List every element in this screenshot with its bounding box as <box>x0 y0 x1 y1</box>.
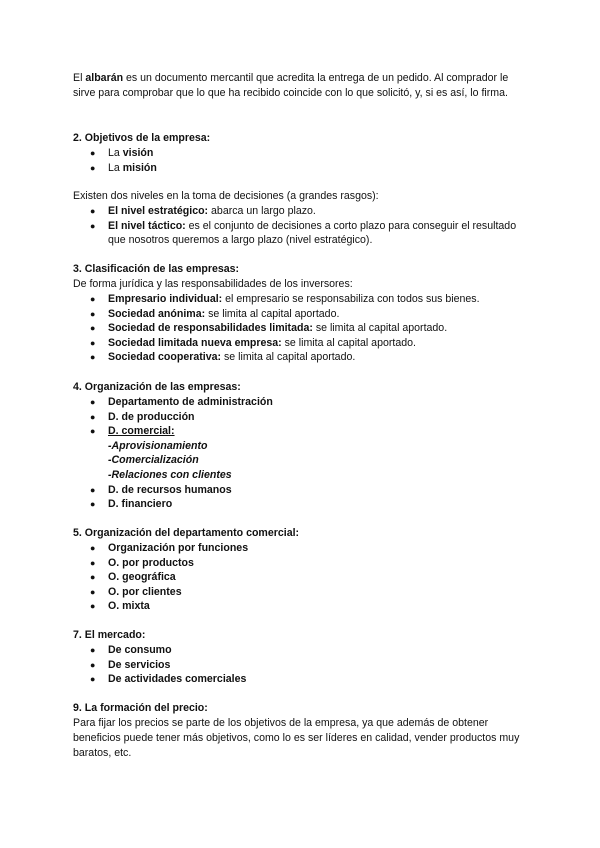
item-bold: Organización por funciones <box>108 542 249 554</box>
list-item <box>73 204 533 219</box>
item-bold: D. de recursos humanos <box>108 483 232 496</box>
section-9-title: 9. La formación del precio: <box>73 702 208 714</box>
item-text: es el conjunto de decisiones a corto plazo para conseguir el resultado que nosotros queremos a largo plazo (nivel estratégico). <box>108 219 517 247</box>
item-bold: Sociedad limitada nueva empresa: <box>108 336 282 349</box>
niveles-block <box>73 189 533 248</box>
intro-pre: El <box>73 72 86 84</box>
intro-text <box>73 71 533 101</box>
item-pre: La <box>108 161 123 174</box>
item-bold: De consumo <box>108 644 172 656</box>
sub-item <box>73 468 533 483</box>
section-7-list <box>73 643 533 687</box>
section-3-list <box>73 292 533 365</box>
item-text: se limita al capital aportado. <box>221 351 356 364</box>
sub-item-text: -Aprovisionamiento <box>108 439 208 452</box>
bullet-icon: ● <box>90 572 96 583</box>
intro-bold: albarán <box>85 72 124 84</box>
list-item <box>73 672 533 687</box>
bullet-icon: ● <box>90 162 96 173</box>
section-2 <box>73 131 533 175</box>
bullet-icon: ● <box>90 499 96 510</box>
bullet-icon: ● <box>90 645 96 655</box>
sub-item-text: -Relaciones con clientes <box>108 468 232 481</box>
bullet-icon: ● <box>90 337 96 348</box>
item-bold: O. geográfica <box>108 571 176 584</box>
list-item <box>73 292 533 307</box>
list-item <box>73 410 533 425</box>
section-2-title: 2. Objetivos de la empresa: <box>73 132 211 144</box>
section-3-title: 3. Clasificación de las empresas: <box>73 263 240 275</box>
bullet-icon: ● <box>90 543 96 553</box>
list-item <box>73 556 533 571</box>
list-item <box>73 219 533 248</box>
item-bold: D. financiero <box>108 498 173 511</box>
item-text: se limita al capital aportado. <box>205 307 340 320</box>
section-3 <box>73 262 533 365</box>
list-item <box>73 483 533 498</box>
intro-post: es un documento mercantil que acredita la entrega de un pedido. Al comprador le sirve para comprobar que lo que ha recibido coincide con lo que solicitó, y, si es así, lo firma. <box>73 72 509 99</box>
item-bold: O. por productos <box>108 556 194 569</box>
item-bold-underlined: D. comercial: <box>108 425 175 438</box>
section-2-list <box>73 146 533 175</box>
niveles-text: Existen dos niveles en la toma de decisiones (a grandes rasgos): <box>73 190 379 202</box>
section-4 <box>73 380 533 512</box>
item-pre: La <box>108 147 123 159</box>
list-item <box>73 497 533 512</box>
bullet-icon: ● <box>90 148 96 158</box>
bullet-icon: ● <box>90 426 96 437</box>
section-7 <box>73 628 533 687</box>
bullet-icon: ● <box>90 411 96 422</box>
item-bold: El nivel táctico: <box>108 219 186 232</box>
list-item <box>73 570 533 585</box>
list-item <box>73 599 533 614</box>
item-bold: O. por clientes <box>108 585 182 598</box>
item-bold: visión <box>122 147 154 159</box>
list-item <box>73 541 533 556</box>
section-5 <box>73 526 533 614</box>
item-bold: Sociedad cooperativa: <box>108 351 222 364</box>
item-text: el empresario se responsabiliza con todos sus bienes. <box>222 293 480 305</box>
bullet-icon: ● <box>90 557 96 568</box>
item-bold: Sociedad anónima: <box>108 307 206 320</box>
item-text: se limita al capital aportado. <box>281 336 416 349</box>
list-item <box>73 161 533 176</box>
item-bold: De servicios <box>108 658 171 671</box>
item-bold: De actividades comerciales <box>108 673 247 686</box>
list-item <box>73 307 533 322</box>
section-4-list <box>73 395 533 512</box>
item-bold: O. mixta <box>108 600 150 613</box>
bullet-icon: ● <box>90 397 96 407</box>
bullet-icon: ● <box>90 484 96 495</box>
section-4-title: 4. Organización de las empresas: <box>73 381 241 393</box>
list-item <box>73 658 533 673</box>
section-3-subtitle: De forma jurídica y las responsabilidades de los inversores: <box>73 278 353 290</box>
sub-item <box>73 453 533 468</box>
list-item <box>73 395 533 410</box>
bullet-icon: ● <box>90 352 96 363</box>
list-item <box>73 424 533 439</box>
bullet-icon: ● <box>90 601 96 612</box>
list-item <box>73 146 533 161</box>
item-text: abarca un largo plazo. <box>208 205 316 217</box>
intro-paragraph <box>73 71 533 101</box>
list-item <box>73 350 533 365</box>
item-bold: Empresario individual: <box>108 293 223 305</box>
bullet-icon: ● <box>90 323 96 334</box>
item-bold: D. de producción <box>108 410 195 423</box>
bullet-icon: ● <box>90 674 96 685</box>
section-9 <box>73 701 533 761</box>
section-5-title: 5. Organización del departamento comercial: <box>73 527 300 539</box>
section-7-title: 7. El mercado: <box>73 629 146 641</box>
bullet-icon: ● <box>90 206 96 216</box>
item-text: se limita al capital aportado. <box>312 322 448 335</box>
sub-item <box>73 439 533 454</box>
section-9-text: Para fijar los precios se parte de los objetivos de la empresa, ya que además de obtener beneficios puede tener más objetivos, como lo es ser líderes en calidad, vender productos muy baratos, etc. <box>73 717 520 759</box>
item-bold: misión <box>122 161 157 174</box>
bullet-icon: ● <box>90 659 96 670</box>
list-item <box>73 336 533 351</box>
bullet-icon: ● <box>90 294 96 304</box>
list-item <box>73 585 533 600</box>
item-bold: El nivel estratégico: <box>108 205 209 217</box>
list-item <box>73 643 533 658</box>
sub-item-text: -Comercialización <box>108 454 199 467</box>
niveles-list <box>73 204 533 248</box>
section-5-list <box>73 541 533 614</box>
bullet-icon: ● <box>90 308 96 319</box>
item-bold: Departamento de administración <box>108 396 273 408</box>
bullet-icon: ● <box>90 220 96 231</box>
bullet-icon: ● <box>90 586 96 597</box>
list-item <box>73 321 533 336</box>
item-bold: Sociedad de responsabilidades limitada: <box>108 322 313 335</box>
